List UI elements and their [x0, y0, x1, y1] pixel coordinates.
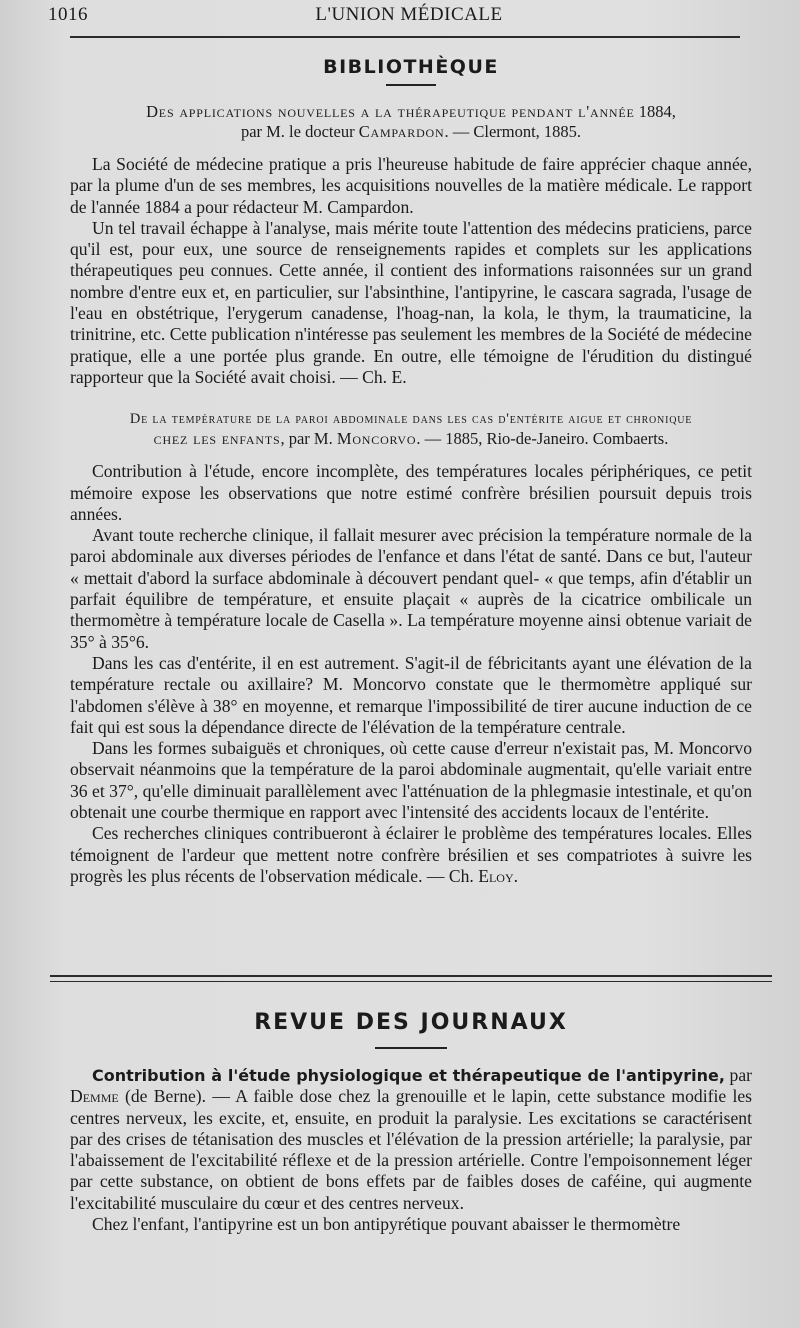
entry-body [70, 461, 752, 887]
title-rule [386, 84, 436, 86]
page-number: 1016 [48, 4, 88, 25]
entry-title: Des applications nouvelles a la thérapeutique pendant l'année [146, 102, 635, 121]
paragraph: La Société de médecine pratique a pris l'heureuse habitude de faire apprécier chaque année, par la plume d'un de ses membres, les acquisitions nouvelles de la matière médicale. Le rapport de l'année 1884 a pour rédacteur M. Campardon. [70, 154, 752, 217]
entry-author: Moncorvo [336, 429, 417, 449]
article-affiliation: (de Berne). [125, 1086, 207, 1107]
section-divider [70, 975, 752, 982]
paragraph-text: Ces recherches cliniques contribueront à éclairer le problème des températures locales. Elles témoignent de l'ardeur que mettent notre confrère brésilien et ses compatriotes à suivre les progrès les plus récents de l'observation médicale. — Ch. [70, 823, 752, 886]
article-author: Demme [70, 1086, 119, 1107]
entry-heading-temperature [70, 409, 752, 449]
running-head [48, 4, 770, 32]
entry-publication: . — Clermont, 1885. [444, 122, 582, 141]
bibliotheque-section [70, 56, 752, 887]
section-title-bibliotheque: BIBLIOTHÈQUE [323, 56, 499, 78]
article-title: Contribution à l'étude physiologique et thérapeutique de l'antipyrine, [92, 1066, 725, 1085]
paragraph: Un tel travail échappe à l'analyse, mais mérite toute l'attention des médecins praticiens, parce qu'il est, pour eux, une source de renseignements rapides et complets sur les applications thérapeutiques peu connues. Cette année, il contient des informations raisonnées sur un grand nombre d'entre eux et, en particulier, sur l'absinthine, l'antipyrine, le cascara sagrada, l'usage de l'eau en obstétrique, l'erygerum canadense, l'hoag-nan, la kola, le thym, la traumaticine, la trinitrine, etc. Cette publication n'intéresse pas seulement les membres de la Société de médecine pratique, elle a une portée plus grande. En outre, elle témoigne de l'érudition du distingué rapporteur que la Société avait choisi. — Ch. E. [70, 217, 752, 387]
journal-title: L'UNION MÉDICALE [315, 4, 503, 25]
article-paragraph: Chez l'enfant, l'antipyrine est un bon antipyrétique pouvant abaisser le thermomètre [92, 1214, 681, 1235]
title-rule [375, 1047, 447, 1049]
revue-section [70, 1010, 752, 1235]
entry-author: Campardon [358, 122, 445, 141]
paragraph: Contribution à l'étude, encore incomplète, des températures locales périphériques, ce petit mémoire expose les observations que notre estimé confrère brésilien poursuit depuis trois années. [70, 461, 752, 524]
entry-heading-applications [70, 102, 752, 142]
article-body: — A faible dose chez la grenouille et le lapin, cette substance modifie les centres nerveux, les excite, et, ensuite, en produit la paralysie. Les excitations se caractérisent par des crises de tétanisation des muscles et l'élévation de la pression artérielle; la paralysie, par l'abaissement de l'excitabilité réflexe et de la pression artérielle. Contre l'empoisonnement léger par cette substance, on obtient de bons effets par de faibles doses de caféine, qui augmente l'excitabilité musculaire du cœur et des centres nerveux. [70, 1086, 752, 1213]
entry-title-continued: chez les enfants [153, 429, 281, 449]
entry-publication: . — 1885, Rio-de-Janeiro. Combaerts. [416, 429, 669, 449]
paragraph: Avant toute recherche clinique, il fallait mesurer avec précision la température normale de la paroi abdominale aux diverses périodes de l'enfance et dans l'état de santé. Dans ce but, l'auteur « mettait d'abord la surface abdominale à découvert pendant quel- « que temps, afin d'établir un parfait équilibre de température, et ensuite plaçait « auprès de la cicatrice ombilicale un thermomètre à température locale de Casella ». La température moyenne ainsi obtenue variait de 35° à 35°6. [70, 525, 752, 652]
entry-year: 1884, [638, 102, 676, 121]
header-rule [70, 36, 740, 38]
double-rule [50, 975, 772, 982]
entry-title: De la température de la paroi abdominale dans les cas d'entérite aigue et chronique [129, 411, 693, 428]
paragraph: Dans les cas d'entérite, il en est autrement. S'agit-il de fébricitants ayant une élévation de la température rectale ou axillaire? M. Moncorvo constate que le thermomètre appliqué sur l'abdomen s'élève à 38° en moyenne, et remarque l'impossibilité de tirer aucune induction de ce fait qui est sous la dépendance directe de l'élévation de la température centrale. [70, 652, 752, 737]
paragraph: Dans les formes subaiguës et chroniques, où cette cause d'erreur n'existait pas, M. Moncorvo observait néanmoins que la température de la paroi abdominale augmentait, qu'elle variait entre 36 et 37°, qu'elle diminuait parallèlement avec l'atténuation de la phlegmasie intestinale, et qu'on obtenait une courbe thermique en rapport avec l'intensité des accidents locaux de l'entérite. [70, 738, 752, 823]
article-byline: par [729, 1065, 752, 1085]
paragraph [70, 823, 752, 887]
entry-body [70, 154, 752, 388]
entry-byline: , par M. [280, 429, 333, 449]
entry-byline: par M. le docteur [240, 122, 355, 141]
section-title-revue: REVUE DES JOURNAUX [254, 1010, 568, 1035]
article-paragraph [70, 1065, 752, 1214]
signature: Eloy. [478, 865, 519, 886]
